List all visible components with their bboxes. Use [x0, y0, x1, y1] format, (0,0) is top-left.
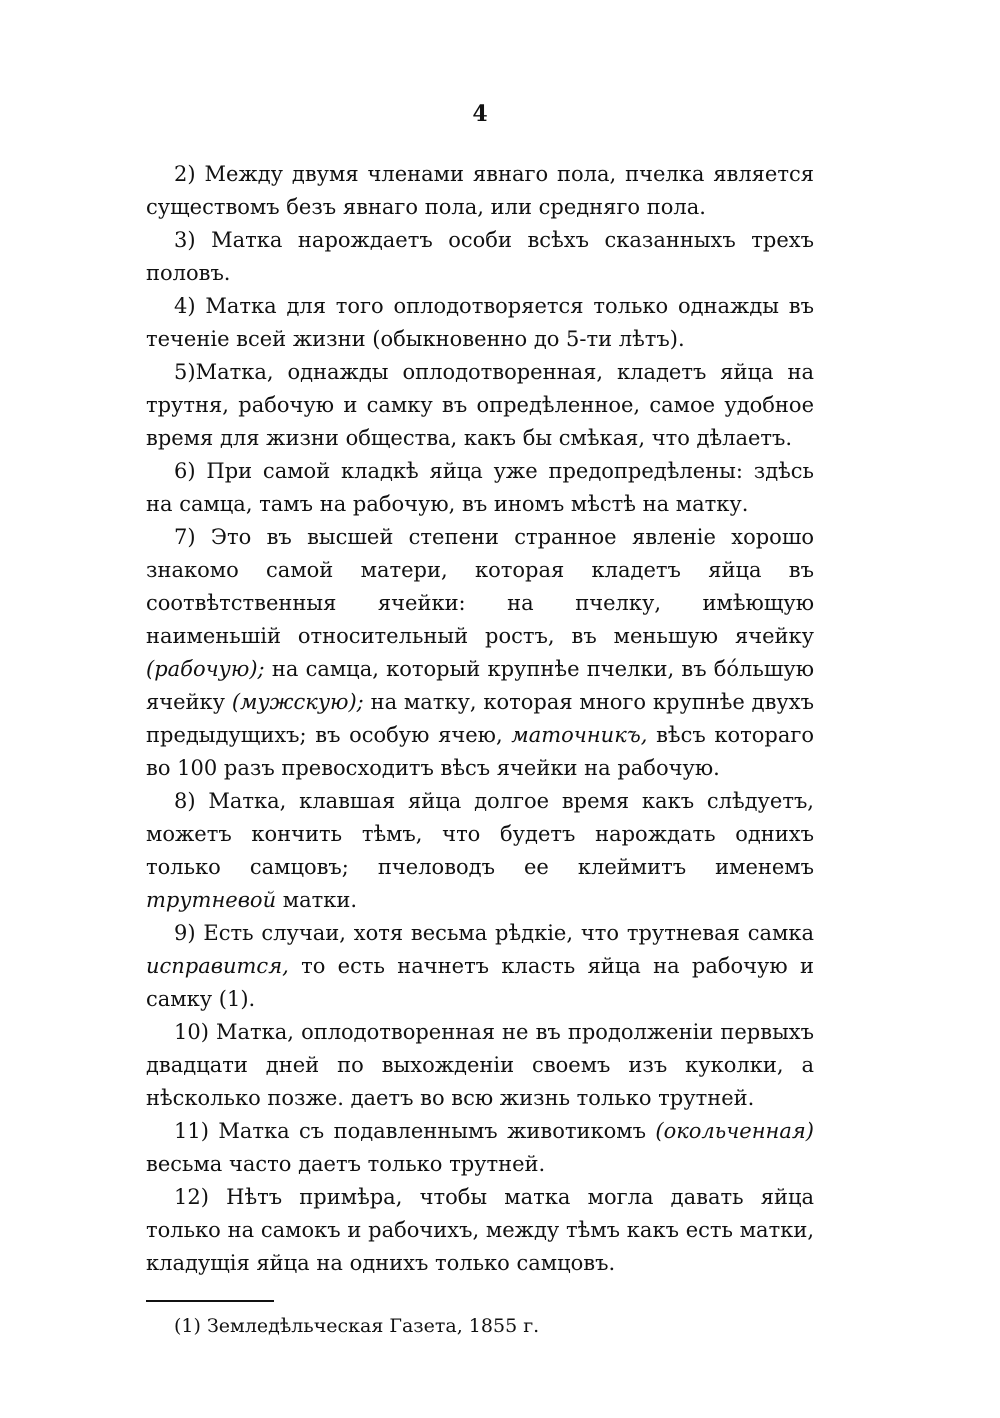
- italic-term: (рабочую);: [146, 657, 265, 681]
- paragraph-number: 11): [174, 1119, 209, 1143]
- page-number: 4: [472, 101, 488, 127]
- paragraph-text: Матка для того оплодотворяется только однажды въ теченіе всей жизни (обыкновенно до 5-ти лѣтъ).: [146, 294, 814, 351]
- book-page: [146, 92, 814, 1340]
- paragraph-text: на самца, который крупнѣе пчелки, въ бо́льшую ячейку: [146, 657, 814, 714]
- paragraph-number: 7): [174, 525, 196, 549]
- paragraph-number: 5): [174, 360, 196, 384]
- paragraph-text: то есть начнетъ класть яйца на рабочую и самку (1).: [146, 954, 814, 1011]
- italic-term: маточникъ,: [511, 723, 648, 747]
- paragraph-number: 3): [174, 228, 196, 252]
- paragraph-4: [146, 290, 814, 356]
- paragraph-3: [146, 224, 814, 290]
- footnote-divider: [146, 1300, 274, 1302]
- paragraph-number: 9): [174, 921, 196, 945]
- paragraph-text: матки.: [276, 888, 358, 912]
- footnote: (1) Земледѣльческая Газета, 1855 г.: [174, 1315, 540, 1337]
- paragraph-11: [146, 1115, 814, 1181]
- paragraph-text: При самой кладкѣ яйца уже предопредѣлены: здѣсь на самца, тамъ на рабочую, въ иномъ мѣстѣ на матку.: [146, 459, 814, 516]
- italic-term: трутневой: [146, 888, 277, 912]
- paragraph-number: 12): [174, 1185, 209, 1209]
- paragraph-text: Матка, однажды оплодотворенная, кладетъ яйца на трутня, рабочую и самку въ опредѣленное, самое удобное время для жизни общества, какъ бы смѣкая, что дѣлаетъ.: [146, 360, 814, 450]
- paragraph-number: 6): [174, 459, 196, 483]
- paragraph-text: на матку, которая много крупнѣе двухъ предыдущихъ; въ особую ячею,: [146, 690, 814, 747]
- italic-term: (окольченная): [655, 1119, 814, 1143]
- paragraph-text: Матка съ подавленнымъ животикомъ: [218, 1119, 656, 1143]
- paragraph-9: [146, 917, 814, 1016]
- paragraph-text: Матка нарождаетъ особи всѣхъ сказанныхъ трехъ половъ.: [146, 228, 814, 285]
- paragraph-6: [146, 455, 814, 521]
- paragraph-10: [146, 1016, 814, 1115]
- paragraph-text: Между двумя членами явнаго пола, пчелка является существомъ безъ явнаго пола, или средняго пола.: [146, 162, 814, 219]
- paragraph-text: весьма часто даетъ только трутней.: [146, 1152, 546, 1176]
- italic-term: исправится,: [146, 954, 289, 978]
- paragraph-number: 8): [174, 789, 196, 813]
- paragraph-2: [146, 158, 814, 224]
- paragraph-text: Нѣтъ примѣра, чтобы матка могла давать яйца только на самокъ и рабочихъ, между тѣмъ какъ есть матки, кладущія яйца на однихъ только самцовъ.: [146, 1185, 814, 1275]
- paragraph-number: 4): [174, 294, 196, 318]
- paragraph-text: Есть случаи, хотя весьма рѣдкіе, что трутневая самка: [203, 921, 814, 945]
- paragraph-7: [146, 521, 814, 785]
- paragraph-number: 2): [174, 162, 196, 186]
- paragraph-number: 10): [174, 1020, 209, 1044]
- paragraph-text: вѣсъ котораго во 100 разъ превосходитъ вѣсъ ячейки на рабочую.: [146, 723, 814, 780]
- paragraph-text: Матка, оплодотворенная не въ продолженіи первыхъ двадцати дней по выхожденіи своемъ изъ куколки, а нѣсколько позже. даетъ во всю жизнь только трутней.: [146, 1020, 814, 1110]
- paragraph-5: [146, 356, 814, 455]
- paragraph-text: Это въ высшей степени странное явленіе хорошо знакомо самой матери, которая кладетъ яйца въ соотвѣтственныя ячейки: на пчелку, имѣющую наименьшій относительный ростъ, въ меньшую ячейку: [146, 525, 814, 648]
- italic-term: (мужскую);: [231, 690, 364, 714]
- paragraph-text: Матка, клавшая яйца долгое время какъ слѣдуетъ, можетъ кончить тѣмъ, что будетъ нарождать однихъ только самцовъ; пчеловодъ ее клеймитъ именемъ: [146, 789, 814, 879]
- paragraph-12: [146, 1181, 814, 1280]
- paragraph-8: [146, 785, 814, 917]
